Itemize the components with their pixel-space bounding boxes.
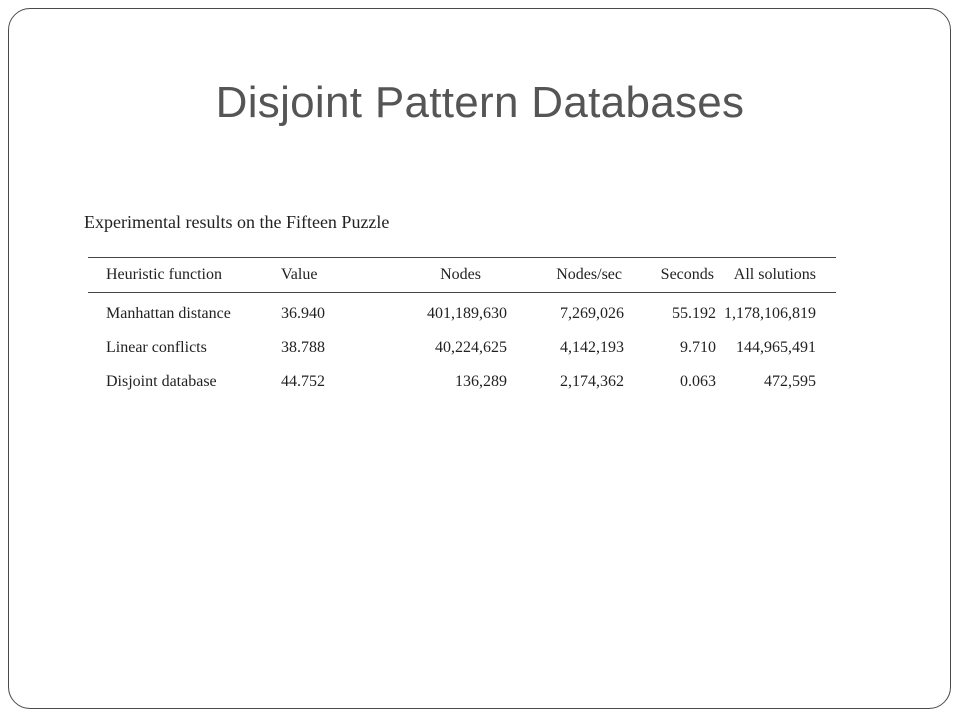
cell-nodes: 401,189,630 [427,305,507,322]
cell-value: 44.752 [281,373,325,390]
cell-all-solutions: 1,178,106,819 [724,305,816,322]
table-row [88,365,836,399]
slide-title: Disjoint Pattern Databases [215,78,745,127]
slide-subtitle: Experimental results on the Fifteen Puzzle [84,212,390,232]
table-header-row [88,258,836,293]
cell-heuristic-function: Linear conflicts [106,339,207,356]
cell-value: 36.940 [281,305,325,322]
cell-heuristic-function: Disjoint database [106,373,217,390]
cell-nodes-per-sec: 4,142,193 [560,339,624,356]
table-row [88,331,836,365]
cell-all-solutions: 472,595 [764,373,816,390]
cell-value: 38.788 [281,339,325,356]
cell-seconds: 0.063 [680,373,716,390]
cell-all-solutions: 144,965,491 [736,339,816,356]
header-all-solutions: All solutions [733,266,816,283]
results-table [88,257,836,399]
cell-nodes: 136,289 [455,373,507,390]
cell-seconds: 55.192 [672,305,716,322]
cell-nodes-per-sec: 7,269,026 [560,305,624,322]
header-nodes-per-sec: Nodes/sec [556,266,622,283]
table-row [88,293,836,332]
header-nodes: Nodes [440,266,481,283]
cell-nodes: 40,224,625 [435,339,507,356]
header-seconds: Seconds [660,266,714,283]
cell-nodes-per-sec: 2,174,362 [560,373,624,390]
cell-heuristic-function: Manhattan distance [106,305,231,322]
header-heuristic-function: Heuristic function [106,266,222,283]
header-value: Value [281,266,318,283]
cell-seconds: 9.710 [680,339,716,356]
